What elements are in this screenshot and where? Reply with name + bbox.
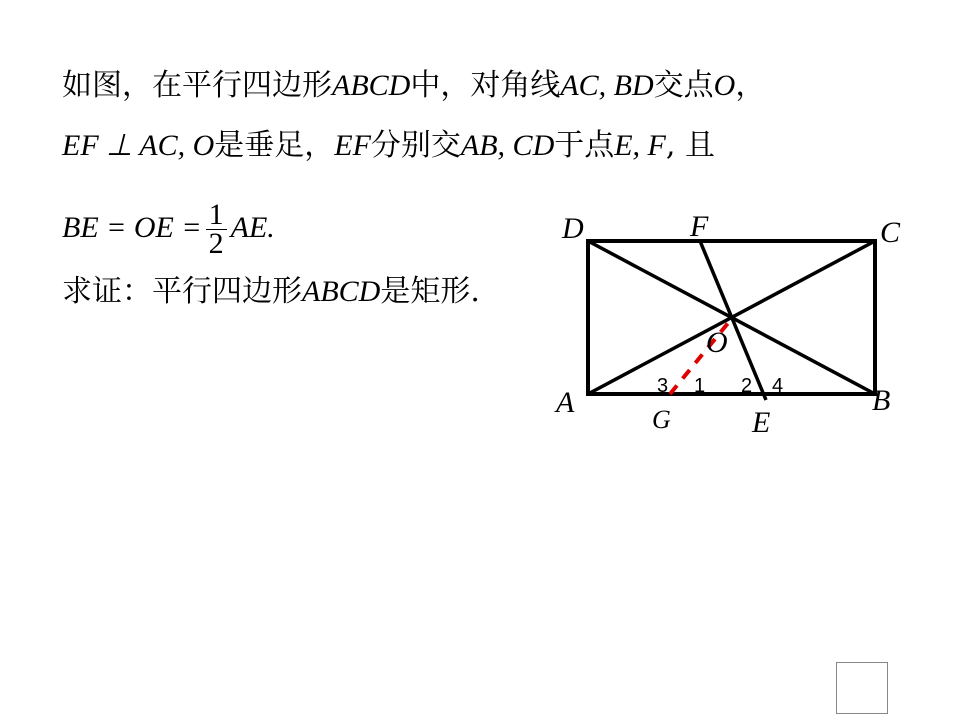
angle-label-3: 3 xyxy=(657,375,669,397)
segment-ef xyxy=(700,241,766,400)
fraction-numerator: 1 xyxy=(206,201,227,230)
geometry-figure xyxy=(540,200,920,450)
slide-nav-button[interactable] xyxy=(836,662,888,714)
text: 于点 xyxy=(554,128,615,163)
text: 是矩形. xyxy=(380,274,480,309)
fraction-denominator: 2 xyxy=(208,226,224,260)
label-a: A xyxy=(556,386,575,419)
label-b: B xyxy=(872,384,891,417)
label-e: E xyxy=(752,406,771,439)
text: ， xyxy=(735,68,766,103)
math: AB, CD xyxy=(460,129,555,162)
label-c: C xyxy=(880,216,901,249)
fraction xyxy=(206,197,227,260)
label-o: O xyxy=(706,326,728,359)
math: AE. xyxy=(230,211,275,244)
problem-line-1 xyxy=(62,66,765,106)
problem-line-2 xyxy=(62,126,715,166)
problem-line-4 xyxy=(62,272,480,312)
label-f: F xyxy=(690,210,709,243)
math: EF ⊥ AC, O xyxy=(62,129,215,162)
label-g: G xyxy=(652,405,671,434)
math: BE = OE = xyxy=(62,211,202,244)
text: 分别交 xyxy=(370,128,461,163)
text: , 且 xyxy=(665,128,715,163)
text: 交点 xyxy=(653,68,714,103)
label-d: D xyxy=(562,212,584,245)
text: 如图，在平行四边形 xyxy=(62,68,332,103)
math: O xyxy=(713,69,736,102)
math: ABCD xyxy=(332,69,411,102)
angle-label-2: 2 xyxy=(741,375,753,397)
text: 是垂足， xyxy=(214,128,335,163)
angle-label-1: 1 xyxy=(694,375,706,397)
math: EF xyxy=(334,129,371,162)
math: AC, BD xyxy=(560,69,654,102)
text: 中，对角线 xyxy=(410,68,561,103)
problem-line-3 xyxy=(62,188,275,268)
text: 求证：平行四边形 xyxy=(62,274,302,309)
math: ABCD xyxy=(302,275,381,308)
math: E, F xyxy=(614,129,666,162)
angle-label-4: 4 xyxy=(772,375,784,397)
